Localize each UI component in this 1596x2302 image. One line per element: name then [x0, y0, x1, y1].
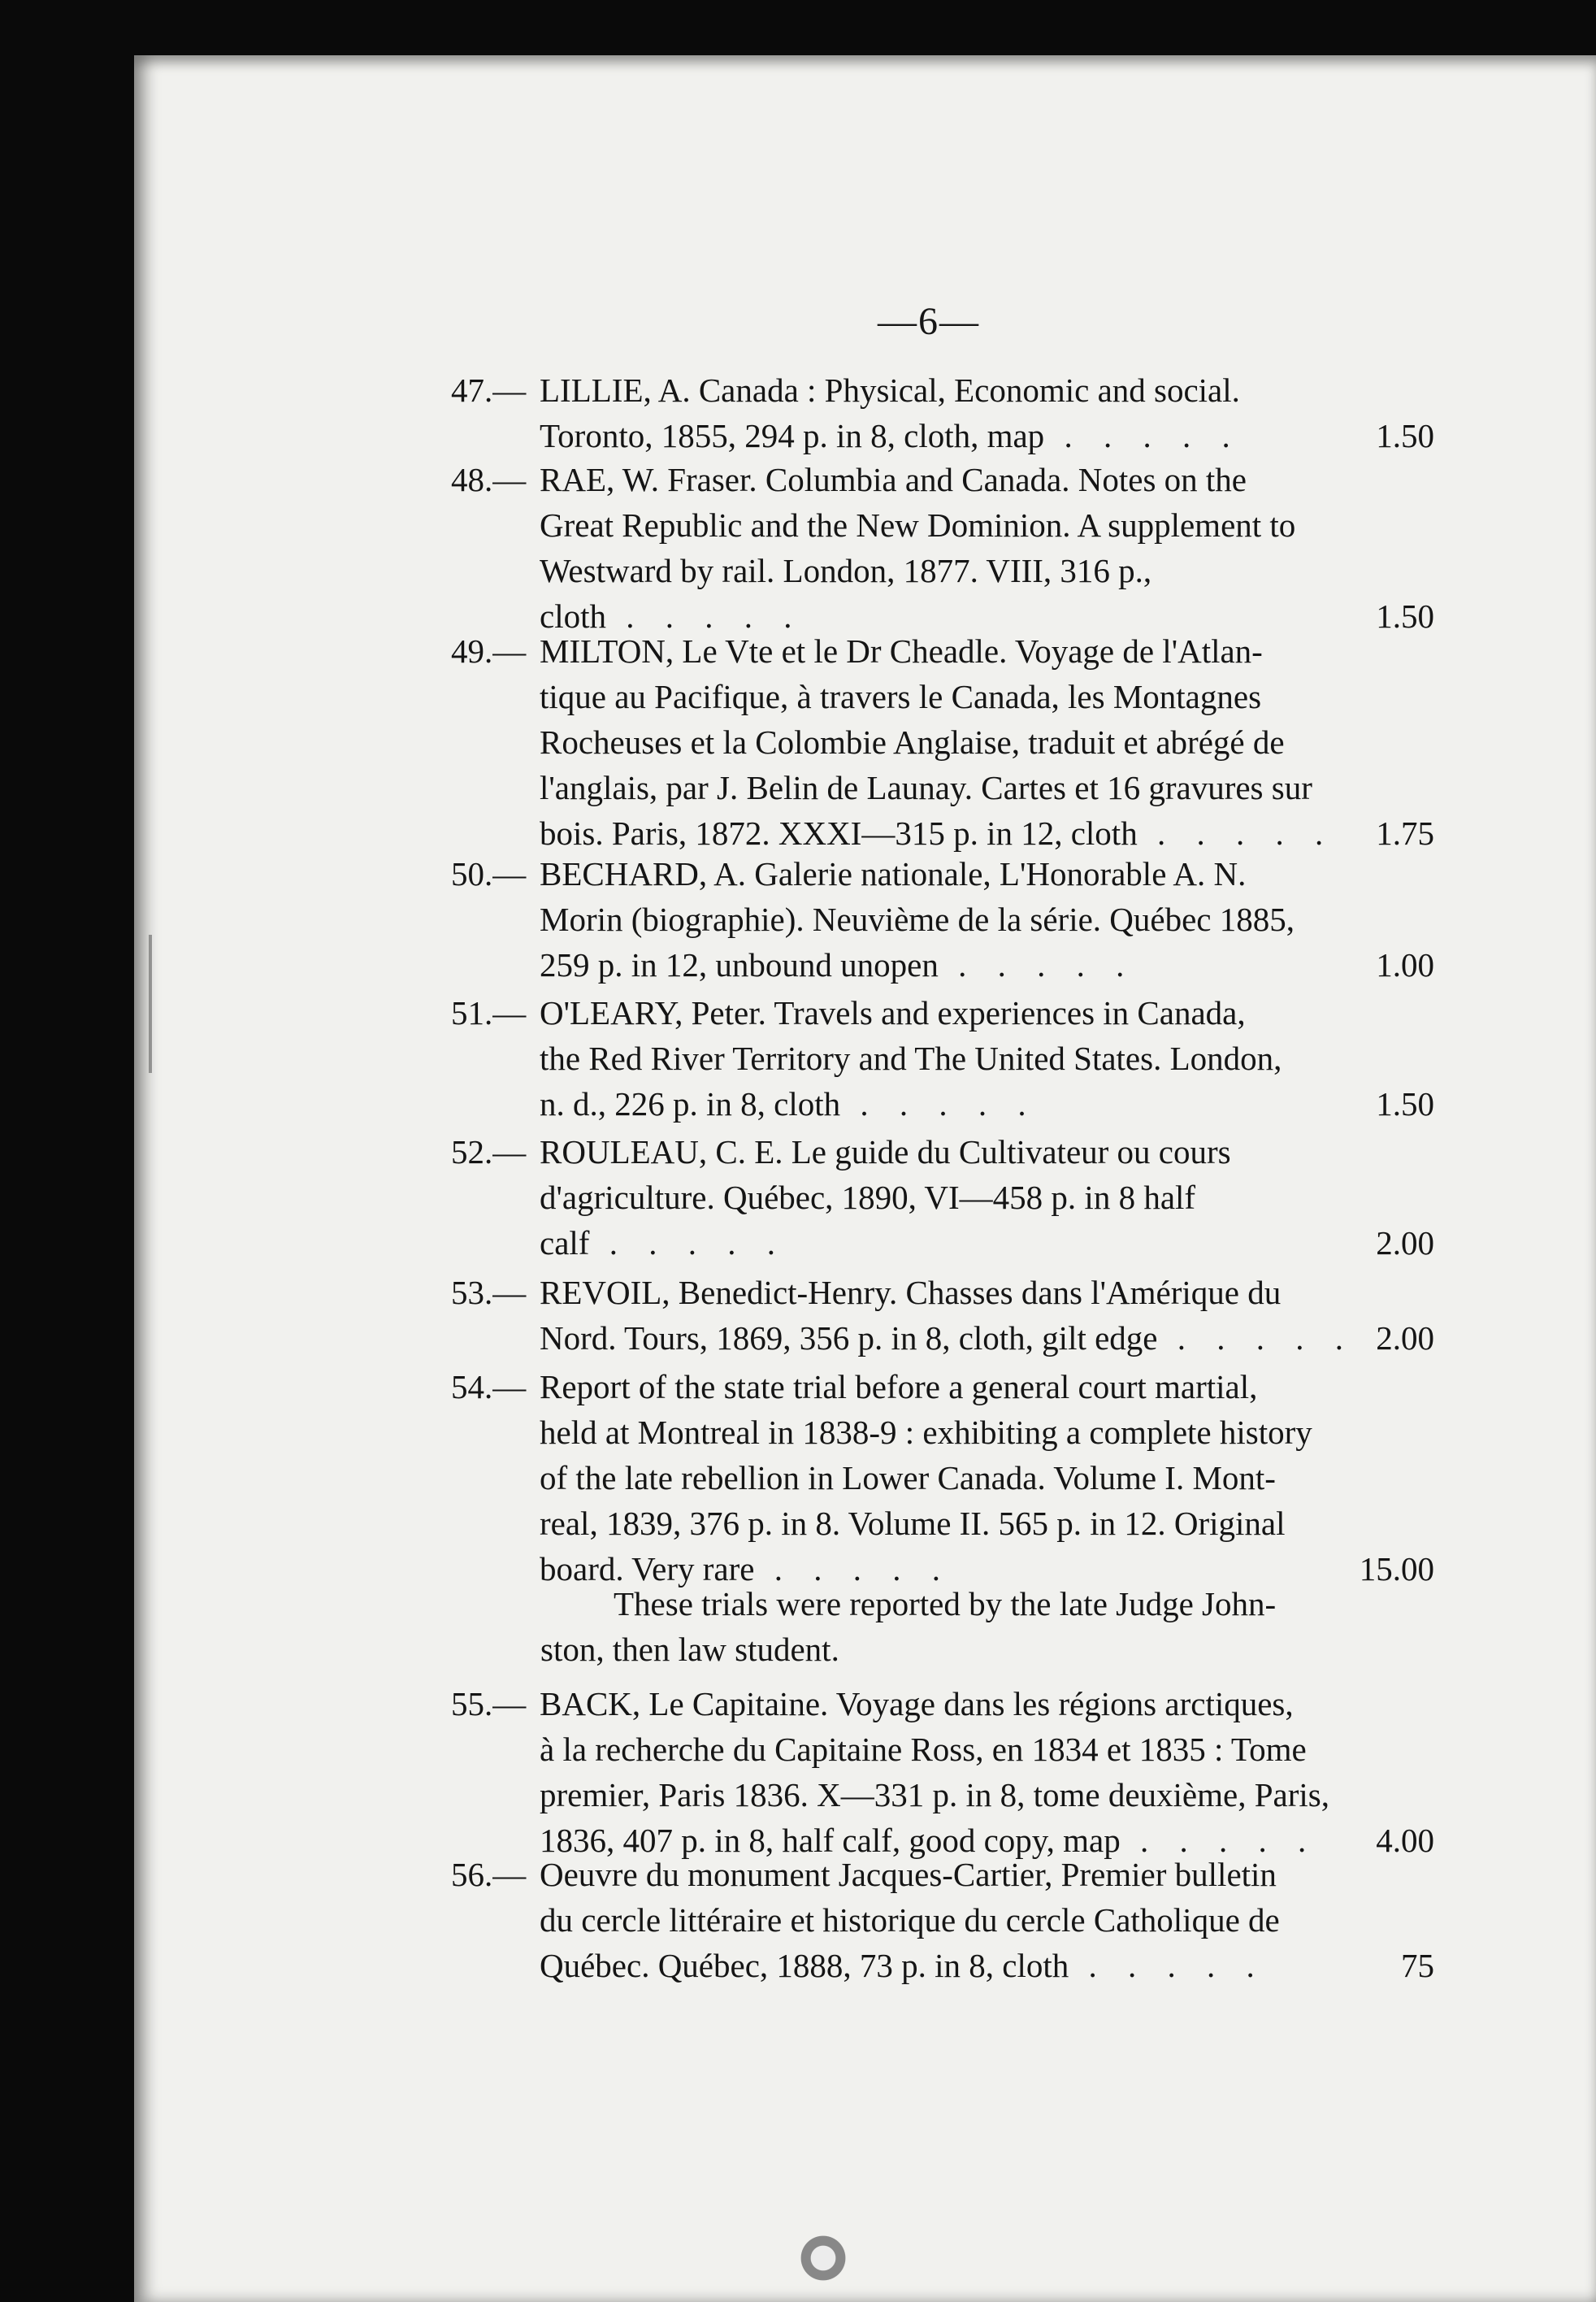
entry-line [451, 1943, 1442, 1988]
entry-text: REVOIL, Benedict-Henry. Chasses dans l'Amérique du [540, 1274, 1282, 1311]
entry-text: l'anglais, par J. Belin de Launay. Cartes et 16 gravures sur [540, 769, 1312, 806]
entry-number: 52.— [451, 1133, 527, 1171]
entry-number: 48.— [451, 461, 527, 498]
note-line: These trials were reported by the late Judge John- [614, 1585, 1277, 1622]
entry-text: du cercle littéraire et historique du cercle Catholique de [540, 1901, 1280, 1939]
entry-line [451, 1175, 1442, 1220]
entry-price: 4.00 [1376, 1822, 1434, 1859]
entry-line [451, 1726, 1442, 1772]
entry-text: the Red River Territory and The United States. London, [540, 1040, 1282, 1077]
entry-line [451, 1455, 1442, 1501]
leader-dots: . . . . . [1137, 814, 1335, 852]
entry-text: bois. Paris, 1872. XXXI—315 p. in 12, cloth [540, 814, 1138, 852]
entry-price: 1.50 [1376, 1085, 1434, 1123]
catalogue-entry [451, 1270, 1442, 1361]
entry-line [451, 1081, 1442, 1127]
entry-line [451, 810, 1442, 856]
entry-text: MILTON, Le Vte et le Dr Cheadle. Voyage de l'Atlan- [540, 632, 1263, 670]
entry-text: d'agriculture. Québec, 1890, VI—458 p. in 8 half [540, 1179, 1196, 1216]
entry-number: 54.— [451, 1368, 527, 1405]
entry-text: real, 1839, 376 p. in 8. Volume II. 565 p. in 12. Original [540, 1505, 1286, 1542]
entry-line [451, 1772, 1442, 1818]
entry-line [451, 1897, 1442, 1943]
entry-line [451, 990, 1442, 1036]
entry-line [451, 851, 1442, 897]
entry-text: tique au Pacifique, à travers le Canada, les Montagnes [540, 678, 1262, 715]
entry-number: 56.— [451, 1856, 527, 1893]
entry-text: Oeuvre du monument Jacques-Cartier, Premier bulletin [540, 1856, 1277, 1893]
entry-line [451, 413, 1442, 458]
entry-line [451, 897, 1442, 942]
entry-text: 1836, 407 p. in 8, half calf, good copy, map [540, 1822, 1121, 1859]
leader-dots: . . . . . [754, 1550, 952, 1588]
entry-number: 53.— [451, 1274, 527, 1311]
leader-dots: . . . . . [938, 946, 1136, 984]
leader-dots: . . . . . [1120, 1822, 1318, 1859]
entry-line [451, 1409, 1442, 1455]
entry-price: 1.00 [1376, 946, 1434, 984]
catalogue-entry [451, 1129, 1442, 1266]
entry-price: 1.75 [1376, 814, 1434, 852]
catalogue-entry [451, 367, 1442, 458]
entry-line [451, 628, 1442, 674]
leader-dots: . . . . . [840, 1085, 1038, 1123]
catalogue-entry [451, 1681, 1442, 1863]
entry-text: Westward by rail. London, 1877. VIII, 316 p., [540, 552, 1152, 589]
entry-text: ROULEAU, C. E. Le guide du Cultivateur ou cours [540, 1133, 1231, 1171]
entry-line [451, 548, 1442, 593]
entry-number: 51.— [451, 994, 527, 1032]
leader-dots: . . . . . [605, 597, 804, 635]
entry-line [451, 1681, 1442, 1726]
leader-dots: . . . . . [589, 1224, 787, 1262]
catalogue-entry [451, 628, 1442, 856]
entry-price: 2.00 [1376, 1319, 1434, 1357]
entry-text: à la recherche du Capitaine Ross, en 1834 et 1835 : Tome [540, 1731, 1307, 1768]
entry-text: board. Very rare [540, 1550, 755, 1588]
catalogue-entry [451, 1364, 1442, 1592]
catalogue-entry [451, 851, 1442, 988]
entry-text: Québec. Québec, 1888, 73 p. in 8, cloth [540, 1947, 1069, 1984]
entry-line [451, 502, 1442, 548]
entry-line [451, 1129, 1442, 1175]
entry-text: LILLIE, A. Canada : Physical, Economic and social. [540, 371, 1240, 409]
library-stamp-icon [787, 2226, 860, 2291]
entry-text: cloth [540, 597, 606, 635]
entry-line [451, 942, 1442, 988]
entry-line [451, 367, 1442, 413]
entry-line [451, 1220, 1442, 1266]
entry-line [451, 1364, 1442, 1409]
entry-text: Report of the state trial before a general court martial, [540, 1368, 1258, 1405]
entry-text: Rocheuses et la Colombie Anglaise, traduit et abrégé de [540, 723, 1285, 761]
entry-line [451, 1501, 1442, 1546]
leader-dots: . . . . . [1069, 1947, 1266, 1984]
entry-line [451, 1315, 1442, 1361]
entry-price: 2.00 [1376, 1224, 1434, 1262]
entry-line [451, 765, 1442, 810]
catalogue-entry [451, 1852, 1442, 1988]
entry-price: 1.50 [1376, 597, 1434, 635]
entry-text: of the late rebellion in Lower Canada. Volume I. Mont- [540, 1459, 1276, 1496]
entry-line [451, 457, 1442, 502]
entry-price: 75 [1401, 1947, 1434, 1984]
entry-price: 1.50 [1376, 417, 1434, 454]
entry-line [451, 1852, 1442, 1897]
entry-text: premier, Paris 1836. X—331 p. in 8, tome deuxième, Paris, [540, 1776, 1329, 1813]
entry-text: Nord. Tours, 1869, 356 p. in 8, cloth, gilt edge [540, 1319, 1158, 1357]
entry-text: n. d., 226 p. in 8, cloth [540, 1085, 841, 1123]
entry-text: held at Montreal in 1838-9 : exhibiting a complete history [540, 1414, 1312, 1451]
entry-line [451, 1036, 1442, 1081]
entry-text: calf [540, 1224, 590, 1262]
entry-text: RAE, W. Fraser. Columbia and Canada. Notes on the [540, 461, 1247, 498]
entry-text: Great Republic and the New Dominion. A supplement to [540, 506, 1296, 544]
catalogue-entry [451, 457, 1442, 639]
leader-dots: . . . . . [1044, 417, 1242, 454]
entry-text: BACK, Le Capitaine. Voyage dans les régions arctiques, [540, 1685, 1294, 1722]
entry-text: Morin (biographie). Neuvième de la série. Québec 1885, [540, 901, 1295, 938]
entry-number: 50.— [451, 855, 527, 893]
entry-text: O'LEARY, Peter. Travels and experiences in Canada, [540, 994, 1246, 1032]
catalogue-entry [451, 990, 1442, 1127]
scan-artifact-line [149, 935, 152, 1073]
entry-number: 49.— [451, 632, 527, 670]
entry-text: Toronto, 1855, 294 p. in 8, cloth, map [540, 417, 1045, 454]
entry-price: 15.00 [1359, 1550, 1434, 1588]
entry-54-note [540, 1581, 1277, 1672]
entry-text: BECHARD, A. Galerie nationale, L'Honorable A. N. [540, 855, 1247, 893]
entry-number: 55.— [451, 1685, 527, 1722]
leader-dots: . . . . . [1157, 1319, 1355, 1357]
entry-text: 259 p. in 12, unbound unopen [540, 946, 939, 984]
entry-number: 47.— [451, 371, 527, 409]
note-line: ston, then law student. [540, 1631, 839, 1668]
entry-line [451, 719, 1442, 765]
entry-line [451, 674, 1442, 719]
page-number: —6— [878, 300, 980, 343]
entry-line [451, 1270, 1442, 1315]
